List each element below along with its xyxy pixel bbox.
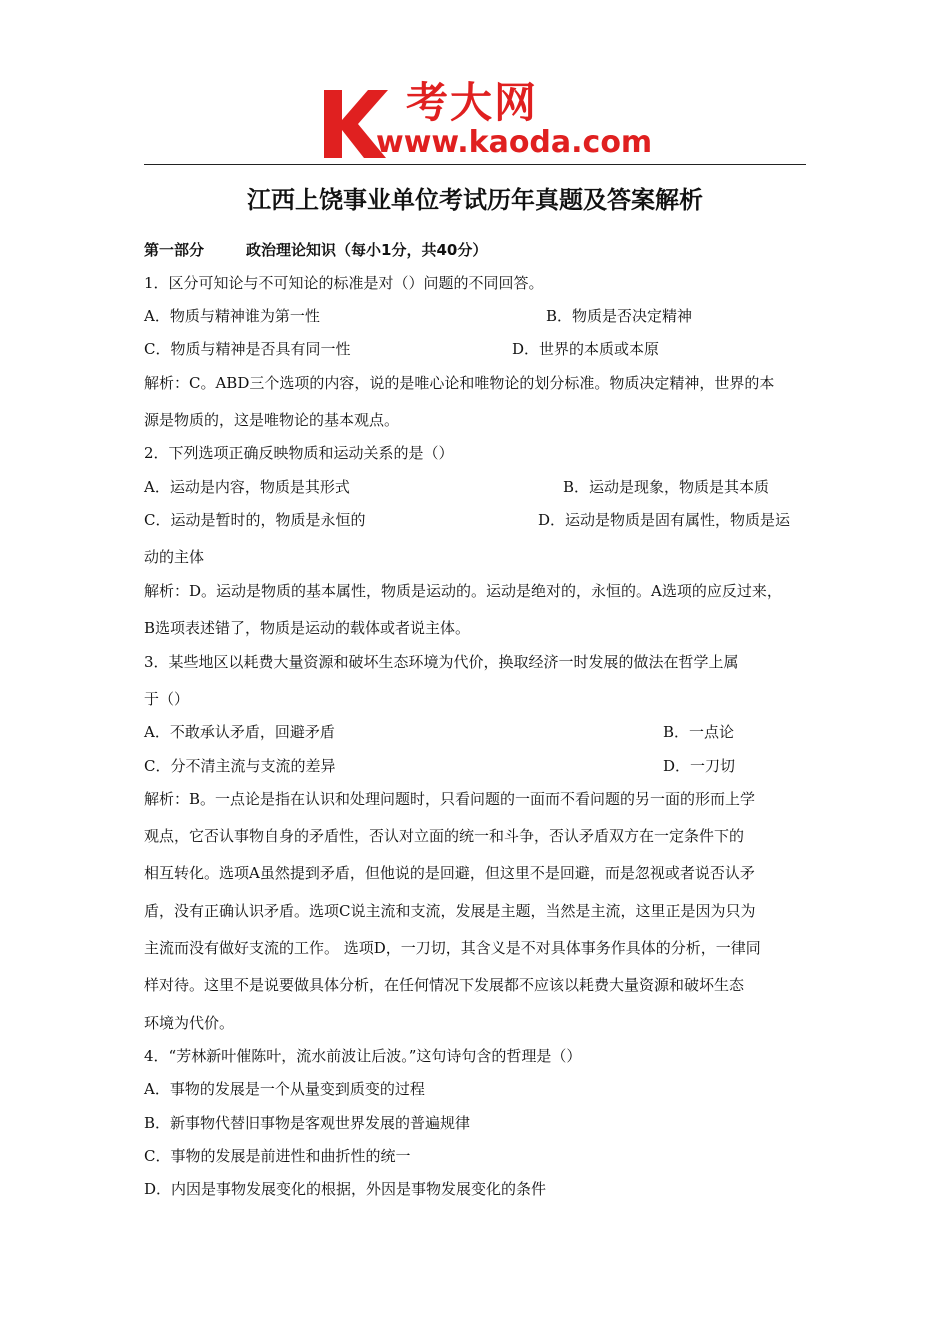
q1-option-a: A．物质与精神谁为第一性 xyxy=(144,307,320,325)
q2-option-c: C．运动是暂时的，物质是永恒的 xyxy=(144,511,366,529)
q1-analysis-line: 源是物质的，这是唯物论的基本观点。 xyxy=(144,411,400,429)
section-part: 第一部分 xyxy=(144,241,205,259)
q4-option-a: A．事物的发展是一个从量变到质变的过程 xyxy=(144,1080,425,1098)
question-3-stem-cont: 于（） xyxy=(144,690,190,708)
q2-option-d: D．运动是物质是固有属性，物质是运 xyxy=(538,511,791,529)
question-3-stem: 3．某些地区以耗费大量资源和破坏生态环境为代价，换取经济一时发展的做法在哲学上属 xyxy=(144,653,739,671)
q1-analysis-line: 解析：C。ABD三个选项的内容，说的是唯心论和唯物论的划分标准。物质决定精神，世界的本 xyxy=(144,374,775,392)
q3-analysis-line: 环境为代价。 xyxy=(144,1014,235,1032)
q2-option-a: A．运动是内容，物质是其形式 xyxy=(144,478,350,496)
q1-option-c: C．物质与精神是否具有同一性 xyxy=(144,340,351,358)
q2-analysis-line: B选项表述错了，物质是运动的载体或者说主体。 xyxy=(144,619,471,637)
header-divider xyxy=(144,164,806,165)
q3-option-b: B．一点论 xyxy=(663,723,735,741)
q1-option-b: B．物质是否决定精神 xyxy=(546,307,693,325)
q2-option-d-cont: 动的主体 xyxy=(144,548,205,566)
q3-option-d: D．一刀切 xyxy=(663,757,736,775)
question-1-stem: 1．区分可知论与不可知论的标准是对（）问题的不同回答。 xyxy=(144,274,544,292)
q4-option-d: D．内因是事物发展变化的根据，外因是事物发展变化的条件 xyxy=(144,1180,547,1198)
q3-option-a: A．不敢承认矛盾，回避矛盾 xyxy=(144,723,335,741)
q3-analysis-line: 盾，没有正确认识矛盾。选项C说主流和支流，发展是主题，当然是主流，这里正是因为只为 xyxy=(144,902,756,920)
section-heading xyxy=(144,239,487,261)
q2-option-b: B．运动是现象，物质是其本质 xyxy=(563,478,770,496)
q3-analysis-line: 观点，它否认事物自身的矛盾性，否认对立面的统一和斗争，否认矛盾双方在一定条件下的 xyxy=(144,827,745,845)
q2-analysis-line: 解析：D。运动是物质的基本属性，物质是运动的。运动是绝对的，永恒的。A选项的应反过来， xyxy=(144,582,782,600)
q4-option-b: B．新事物代替旧事物是客观世界发展的普遍规律 xyxy=(144,1114,471,1132)
logo-text-cn: 考大网 xyxy=(406,78,539,127)
q1-option-d: D．世界的本质或本原 xyxy=(512,340,660,358)
q3-analysis-line: 解析：B。一点论是指在认识和处理问题时，只看问题的一面而不看问题的另一面的形而上学 xyxy=(144,790,756,808)
q3-analysis-line: 主流而没有做好支流的工作。 选项D，一刀切，其含义是不对具体事务作具体的分析，一律同 xyxy=(144,939,761,957)
question-2-stem: 2．下列选项正确反映物质和运动关系的是（） xyxy=(144,444,454,462)
section-name: 政治理论知识（每小1分，共40分） xyxy=(246,241,488,259)
document-title: 江西上饶事业单位考试历年真题及答案解析 xyxy=(247,186,703,214)
question-4-stem: 4．“芳林新叶催陈叶，流水前波让后波。”这句诗句含的哲理是（） xyxy=(144,1047,582,1065)
logo-url: www.kaoda.com xyxy=(376,125,653,160)
q3-analysis-line: 样对待。这里不是说要做具体分析，在任何情况下发展都不应该以耗费大量资源和破坏生态 xyxy=(144,976,745,994)
kaoda-logo xyxy=(318,78,653,160)
q3-option-c: C．分不清主流与支流的差异 xyxy=(144,757,336,775)
q3-analysis-line: 相互转化。选项A虽然提到矛盾，但他说的是回避，但这里不是回避，而是忽视或者说否认矛 xyxy=(144,864,755,882)
q4-option-c: C．事物的发展是前进性和曲折性的统一 xyxy=(144,1147,411,1165)
